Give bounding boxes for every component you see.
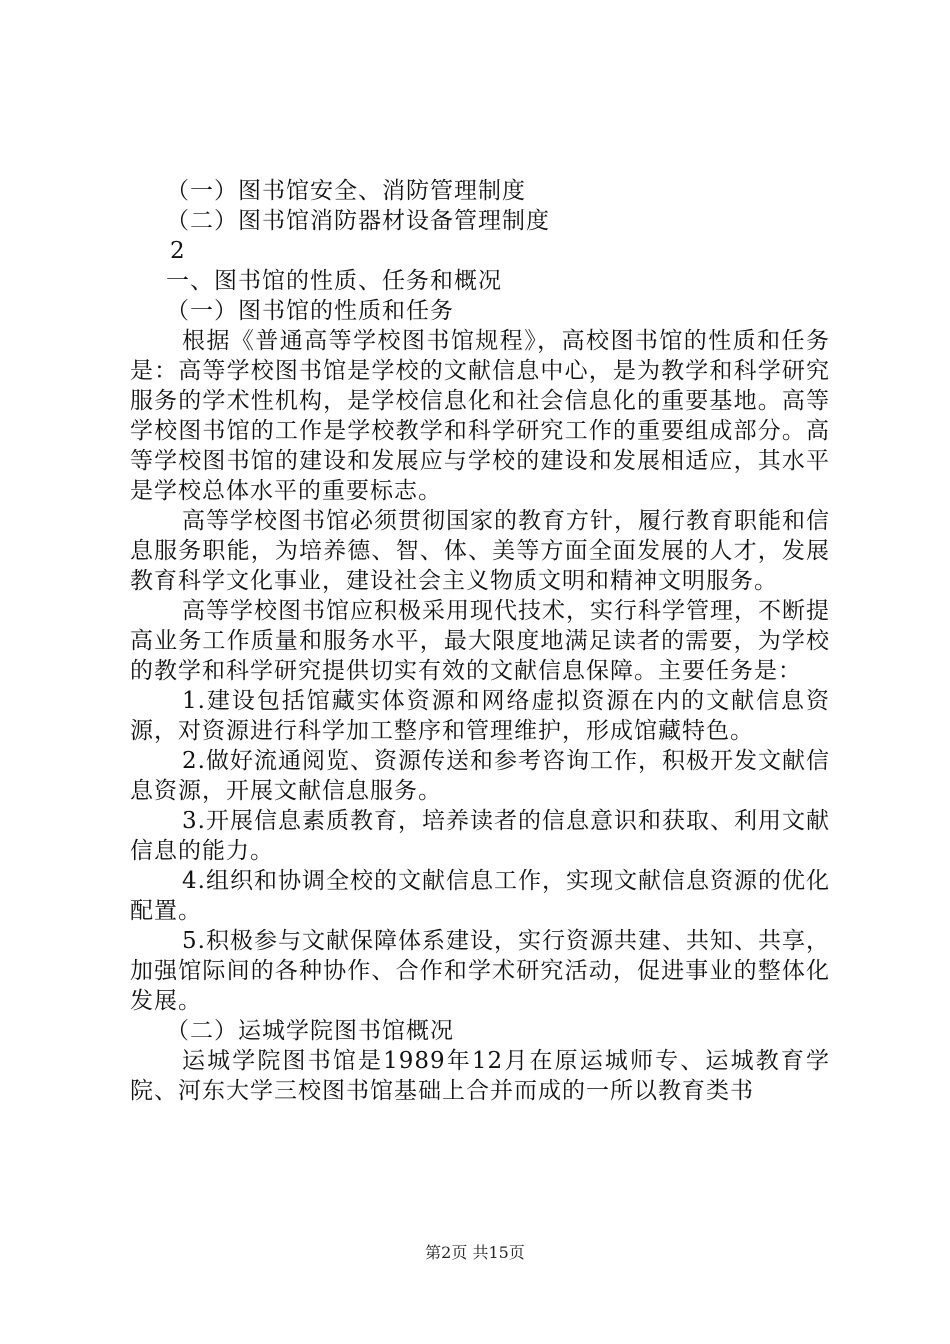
toc-item-safety: （一）图书馆安全、消防管理制度 [166,178,526,204]
task-item-5: 5.积极参与文献保障体系建设，实行资源共建、共知、共享，加强馆际间的各种协作、合作和学术研究活动，促进事业的整体化发展。 [130,928,830,1014]
paragraph-nature: 根据《普通高等学校图书馆规程》，高校图书馆的性质和任务是：高等学校图书馆是学校的文献信息中心，是为教学和科学研究服务的学术性机构，是学校信息化和社会信息化的重要基地。高等学校图书馆的工作是学校教学和科学研究工作的重要组成部分。高等学校图书馆的建设和发展应与学校的建设和发展相适应，其水平是学校总体水平的重要标志。 [130,328,830,504]
toc-item-fire-equipment: （二）图书馆消防器材设备管理制度 [166,208,550,234]
paragraph-overview: 运城学院图书馆是1989年12月在原运城师专、运城教育学院、河东大学三校图书馆基础上合并而成的一所以教育类书 [130,1048,830,1104]
page-footer: 第2页 共15页 [425,1243,525,1262]
task-item-2: 2.做好流通阅览、资源传送和参考咨询工作，积极开发文献信息资源，开展文献信息服务。 [130,748,830,804]
document-body [130,176,830,1106]
task-item-3: 3.开展信息素质教育，培养读者的信息意识和获取、利用文献信息的能力。 [130,808,830,864]
page-number-marker: 2 [170,238,186,264]
task-item-4: 4.组织和协调全校的文献信息工作，实现文献信息资源的优化配置。 [130,868,830,924]
paragraph-policy: 高等学校图书馆必须贯彻国家的教育方针，履行教育职能和信息服务职能，为培养德、智、体、美等方面全面发展的人才，发展教育科学文化事业，建设社会主义物质文明和精神文明服务。 [130,508,830,594]
section-heading: 一、图书馆的性质、任务和概况 [166,268,502,294]
subsection-heading: （一）图书馆的性质和任务 [166,298,454,324]
paragraph-tasks-intro: 高等学校图书馆应积极采用现代技术，实行科学管理，不断提高业务工作质量和服务水平，最大限度地满足读者的需要，为学校的教学和科学研究提供切实有效的文献信息保障。主要任务是： [130,598,830,684]
task-item-1: 1.建设包括馆藏实体资源和网络虚拟资源在内的文献信息资源，对资源进行科学加工整序和管理维护，形成馆藏特色。 [130,688,830,744]
subsection-heading-overview: （二）运城学院图书馆概况 [166,1018,454,1044]
